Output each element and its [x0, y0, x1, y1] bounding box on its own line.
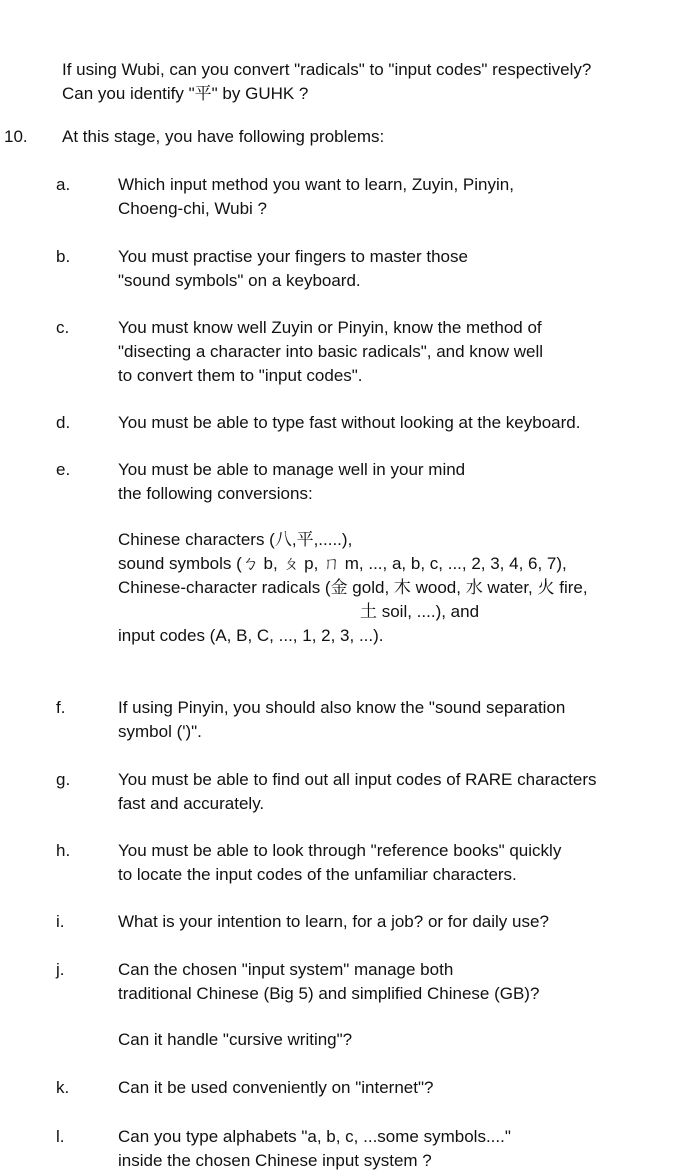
- item-line: fast and accurately.: [118, 794, 265, 813]
- item-text-k: [118, 1076, 683, 1100]
- item-line: Can it be used conveniently on "internet"?: [118, 1078, 434, 1097]
- item-line: Can it handle "cursive writing"?: [118, 1030, 353, 1049]
- item-label-c: c.: [56, 318, 70, 337]
- conversion-line: 土 soil, ....), and: [360, 602, 480, 621]
- item-line: "sound symbols" on a keyboard.: [118, 271, 361, 290]
- item-line: Which input method you want to learn, Zuyin, Pinyin,: [118, 175, 514, 194]
- item-label-g: g.: [56, 770, 71, 789]
- item-line: You must be able to manage well in your mind: [118, 460, 466, 479]
- item-line: to convert them to "input codes".: [118, 366, 363, 385]
- item-text-h: [118, 839, 683, 887]
- item-label-l: l.: [56, 1127, 65, 1146]
- conversions-list: [118, 528, 683, 648]
- item-label-d: d.: [56, 413, 71, 432]
- item-line: Can you type alphabets "a, b, c, ...some symbols....": [118, 1127, 511, 1146]
- item-label-j: j.: [56, 960, 65, 979]
- conversion-line: sound symbols (ㄅ b, ㄆ p, ㄇ m, ..., a, b, c, ..., 2, 3, 4, 6, 7),: [118, 554, 567, 573]
- question-text: At this stage, you have following problems:: [62, 127, 385, 146]
- item-line: to locate the input codes of the unfamiliar characters.: [118, 865, 517, 884]
- item-line: You must be able to type fast without looking at the keyboard.: [118, 413, 581, 432]
- item-line: You must be able to look through "reference books" quickly: [118, 841, 562, 860]
- item-label-k: k.: [56, 1078, 70, 1097]
- item-text-d: [118, 411, 683, 435]
- conversion-line: Chinese characters (八,平,.....),: [118, 530, 353, 549]
- item-label-h: h.: [56, 841, 71, 860]
- intro-line: Can you identify "平" by GUHK ?: [62, 84, 309, 103]
- item-line: inside the chosen Chinese input system ?: [118, 1151, 432, 1170]
- item-text-j-extra: [118, 1028, 683, 1052]
- item-line: Choeng-chi, Wubi ?: [118, 199, 267, 218]
- item-line: What is your intention to learn, for a job? or for daily use?: [118, 912, 549, 931]
- question-number: 10.: [4, 127, 28, 146]
- conversion-line: Chinese-character radicals (金 gold, 木 wood, 水 water, 火 fire,: [118, 578, 588, 597]
- item-text-i: [118, 910, 683, 934]
- item-text-a: [118, 173, 683, 221]
- item-line: Can the chosen "input system" manage both: [118, 960, 454, 979]
- intro-line: If using Wubi, can you convert "radicals" to "input codes" respectively?: [62, 60, 592, 79]
- item-label-i: i.: [56, 912, 65, 931]
- item-text-e: [118, 458, 683, 506]
- item-label-e: e.: [56, 460, 71, 479]
- item-line: If using Pinyin, you should also know the "sound separation: [118, 698, 566, 717]
- item-line: symbol (')".: [118, 722, 202, 741]
- item-line: the following conversions:: [118, 484, 313, 503]
- item-text-c: [118, 316, 683, 388]
- conversion-line: input codes (A, B, C, ..., 1, 2, 3, ...).: [118, 626, 384, 645]
- item-text-j: [118, 958, 683, 1006]
- intro-paragraph: [62, 58, 682, 106]
- item-line: You must know well Zuyin or Pinyin, know the method of: [118, 318, 542, 337]
- item-text-b: [118, 245, 683, 293]
- item-line: You must practise your fingers to master those: [118, 247, 468, 266]
- item-text-l: [118, 1125, 683, 1173]
- item-label-b: b.: [56, 247, 71, 266]
- item-line: traditional Chinese (Big 5) and simplified Chinese (GB)?: [118, 984, 540, 1003]
- item-line: You must be able to find out all input codes of RARE characters: [118, 770, 597, 789]
- item-line: "disecting a character into basic radicals", and know well: [118, 342, 543, 361]
- item-text-g: [118, 768, 683, 816]
- item-text-f: [118, 696, 683, 744]
- item-label-f: f.: [56, 698, 66, 717]
- item-label-a: a.: [56, 175, 71, 194]
